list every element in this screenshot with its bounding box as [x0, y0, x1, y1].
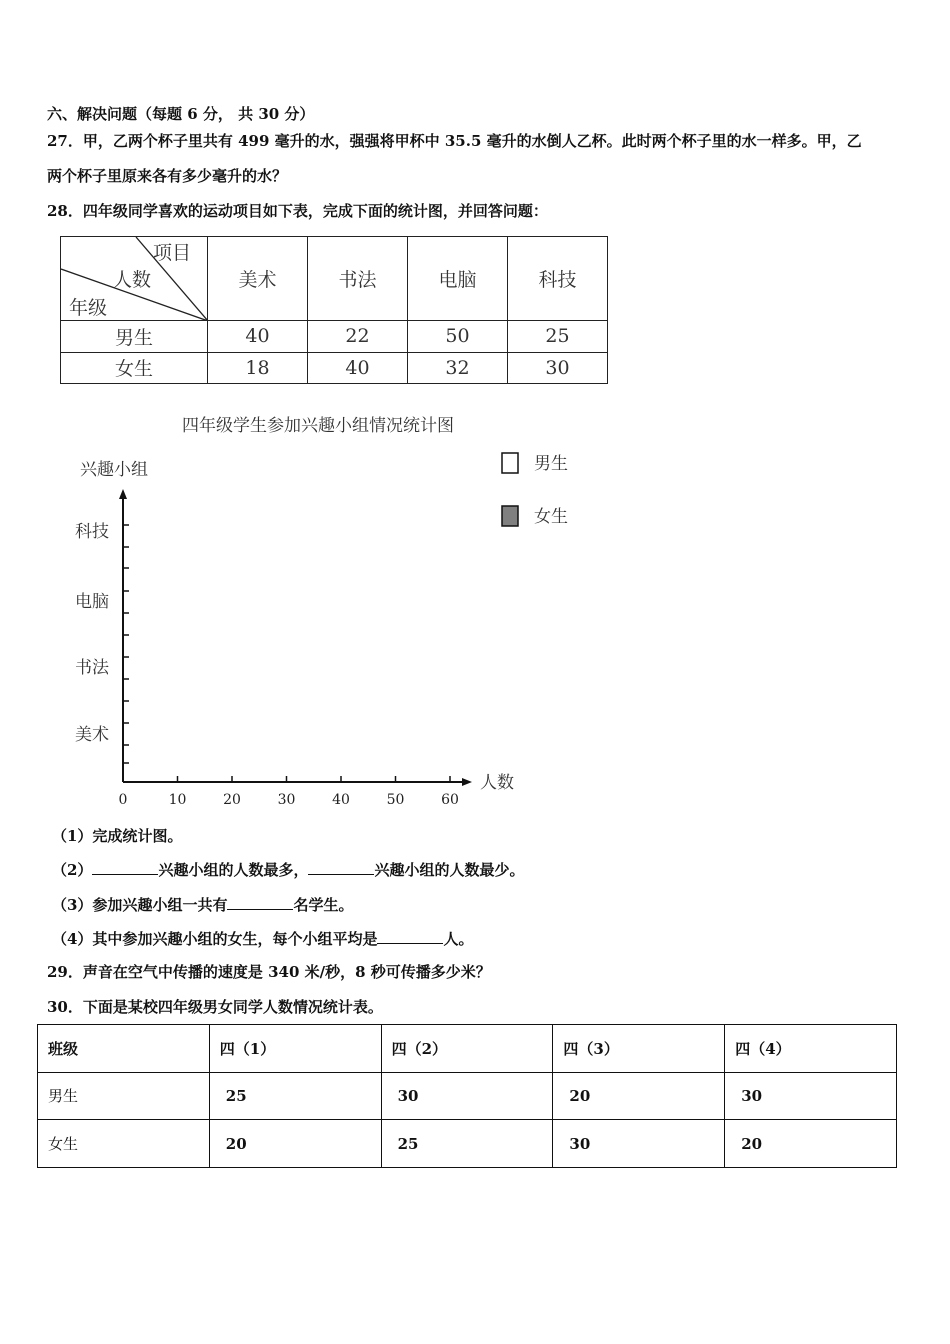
- header-cell: 四（1）: [209, 1025, 381, 1073]
- row-label: 男生: [61, 321, 208, 353]
- x-axis-label: 人数: [480, 773, 514, 793]
- answer-blank[interactable]: [92, 860, 158, 875]
- corner-cell: [61, 237, 208, 321]
- table-row: [61, 321, 608, 353]
- col-header: 美术: [208, 237, 308, 321]
- table-cell: 30: [725, 1072, 897, 1120]
- table-row: [38, 1072, 897, 1120]
- corner-middle: 人数: [113, 269, 152, 291]
- q28-sub3: [52, 894, 353, 915]
- chart-title: 四年级学生参加兴趣小组情况统计图: [182, 416, 454, 436]
- row-label: 女生: [38, 1120, 210, 1168]
- x-tick-label: 60: [441, 792, 459, 808]
- q27-line2: 两个杯子里原来各有多少毫升的水？: [47, 167, 288, 185]
- answer-blank[interactable]: [377, 929, 443, 944]
- y-axis-arrow: [119, 489, 127, 499]
- header-cell: 四（3）: [553, 1025, 725, 1073]
- table-cell: 25: [209, 1072, 381, 1120]
- q30-table: [37, 1024, 897, 1168]
- y-category-label: 书法: [75, 658, 109, 678]
- table-row: [38, 1120, 897, 1168]
- table-cell: 18: [208, 352, 308, 384]
- table-cell: 25: [508, 321, 608, 353]
- table-cell: 32: [408, 352, 508, 384]
- y-axis-label: 兴趣小组: [80, 460, 148, 480]
- q29: 29．声音在空气中传播的速度是 340 米/秒，8 秒可传播多少米？: [47, 963, 491, 981]
- q28-sub4: [52, 928, 473, 949]
- q28-sub1: （1）完成统计图。: [52, 827, 183, 845]
- header-cell: 班级: [38, 1025, 210, 1073]
- header-cell: 四（2）: [381, 1025, 553, 1073]
- sub3-b: 名学生。: [293, 896, 354, 914]
- legend-swatch: [502, 506, 518, 526]
- table-header-row: [38, 1025, 897, 1073]
- y-category-label: 电脑: [75, 592, 109, 612]
- x-tick-label: 30: [277, 792, 296, 808]
- table-cell: 50: [408, 321, 508, 353]
- table-cell: 40: [308, 352, 408, 384]
- sub4-a: （4）其中参加兴趣小组的女生，每个小组平均是: [52, 930, 378, 948]
- y-category-label: 科技: [75, 522, 109, 542]
- col-header: 电脑: [408, 237, 508, 321]
- q28-intro: 28．四年级同学喜欢的运动项目如下表，完成下面的统计图，并回答问题：: [47, 202, 548, 220]
- row-label: 女生: [61, 352, 208, 384]
- sub3-a: （3）参加兴趣小组一共有: [52, 896, 228, 914]
- corner-top: 项目: [153, 242, 192, 264]
- table-cell: 30: [553, 1120, 725, 1168]
- table-row: [61, 352, 608, 384]
- q28-table: [60, 236, 608, 384]
- section-heading: 六、解决问题（每题 6 分， 共 30 分）: [47, 105, 315, 123]
- x-tick-label: 40: [332, 792, 350, 808]
- sub2-c: 兴趣小组的人数最少。: [374, 861, 525, 879]
- legend-swatch: [502, 453, 518, 473]
- q28-sub2: [52, 859, 524, 880]
- legend-label: 男生: [534, 454, 568, 474]
- chart: [50, 445, 590, 810]
- col-header: 书法: [308, 237, 408, 321]
- answer-blank[interactable]: [308, 860, 374, 875]
- col-header: 科技: [508, 237, 608, 321]
- legend-label: 女生: [534, 507, 568, 527]
- table-cell: 25: [381, 1120, 553, 1168]
- table-cell: 20: [209, 1120, 381, 1168]
- sub2-b: 兴趣小组的人数最多，: [158, 861, 309, 879]
- q30-intro: 30．下面是某校四年级男女同学人数情况统计表。: [47, 998, 383, 1016]
- corner-bottom: 年级: [69, 297, 108, 319]
- table-cell: 30: [381, 1072, 553, 1120]
- x-axis-arrow: [462, 778, 472, 786]
- q27-line1: 27．甲，乙两个杯子里共有 499 毫升的水，强强将甲杯中 35.5 毫升的水倒人乙杯。此时两个杯子里的水一样多。甲，乙: [47, 132, 862, 150]
- table-cell: 22: [308, 321, 408, 353]
- table-cell: 30: [508, 352, 608, 384]
- sub4-b: 人。: [443, 930, 474, 948]
- table-cell: 40: [208, 321, 308, 353]
- x-tick-label: 20: [223, 792, 241, 808]
- y-category-label: 美术: [75, 725, 109, 745]
- x-tick-label: 50: [386, 792, 405, 808]
- x-tick-label: 0: [118, 792, 128, 808]
- row-label: 男生: [38, 1072, 210, 1120]
- x-tick-label: 10: [168, 792, 187, 808]
- header-cell: 四（4）: [725, 1025, 897, 1073]
- sub2-a: （2）: [52, 861, 93, 879]
- table-cell: 20: [553, 1072, 725, 1120]
- table-cell: 20: [725, 1120, 897, 1168]
- answer-blank[interactable]: [227, 895, 293, 910]
